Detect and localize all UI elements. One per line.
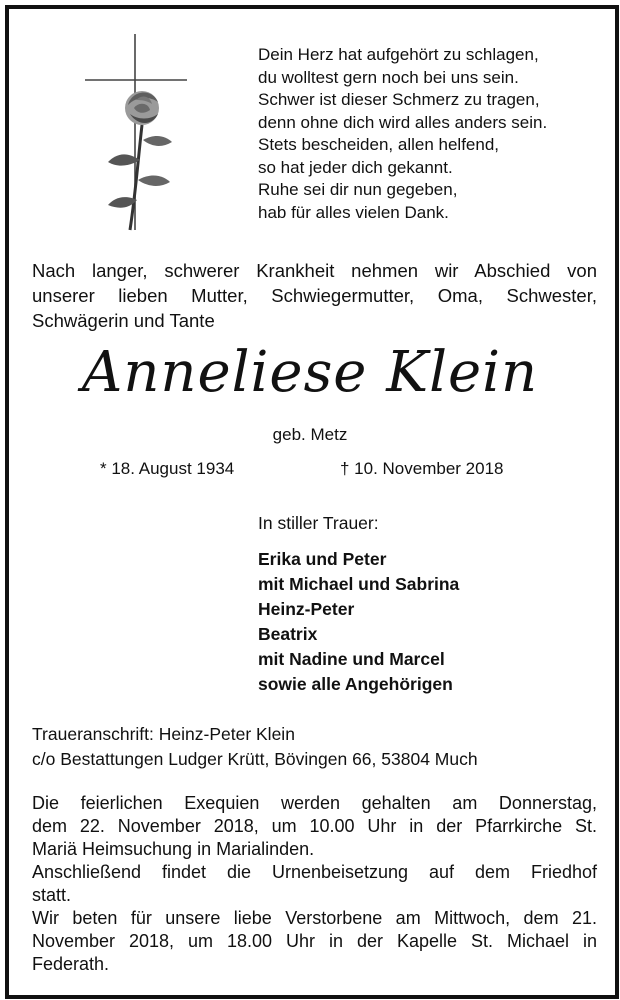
announcement-text <box>32 258 597 333</box>
service-details <box>32 792 597 976</box>
poem-line: Ruhe sei dir nun gegeben, <box>258 180 458 199</box>
mourner-line: mit Nadine und Marcel <box>258 649 445 669</box>
service-line: November 2018, um 18.00 Uhr in der Kapelle St. Michael in <box>32 931 597 951</box>
poem-line: hab für alles vielen Dank. <box>258 202 449 222</box>
mourner-line: Beatrix <box>258 624 318 644</box>
poem-line: denn ohne dich wird alles anders sein. <box>258 112 548 132</box>
mourner-line: Erika und Peter <box>258 549 387 569</box>
birth-date: * 18. August 1934 <box>100 459 235 478</box>
mourner-line: mit Michael und Sabrina <box>258 574 460 594</box>
service-line: Wir beten für unsere liebe Verstorbene am Mittwoch, dem 21. <box>32 908 597 928</box>
service-line: Federath. <box>32 954 110 974</box>
mourner-line: sowie alle Angehörigen <box>258 674 453 694</box>
mourner-line: Heinz-Peter <box>258 599 355 619</box>
deceased-name: Anneliese Klein <box>81 340 539 405</box>
poem-line: Dein Herz hat aufgehört zu schlagen, <box>258 45 539 64</box>
mourners-heading: In stiller Trauer: <box>258 513 379 533</box>
mourners-list <box>258 547 459 697</box>
service-line: Anschließend findet die Urnenbeisetzung auf dem Friedhof <box>32 862 597 882</box>
service-line: dem 22. November 2018, um 10.00 Uhr in der Pfarrkirche St. <box>32 816 597 836</box>
service-line: statt. <box>32 885 72 905</box>
announcement-line: unserer lieben Mutter, Schwiegermutter, Oma, Schwester, <box>32 285 597 306</box>
poem-line: Stets bescheiden, allen helfend, <box>258 135 500 154</box>
cross-rose-icon <box>80 30 190 235</box>
poem-verse <box>258 44 547 224</box>
maiden-name: geb. Metz <box>272 425 348 444</box>
address-line: Traueranschrift: Heinz-Peter Klein <box>32 724 295 744</box>
poem-line: so hat jeder dich gekannt. <box>258 157 453 177</box>
address-line: c/o Bestattungen Ludger Krütt, Bövingen 66, 53804 Much <box>32 749 478 769</box>
death-date: † 10. November 2018 <box>340 459 504 478</box>
announcement-line: Schwägerin und Tante <box>32 310 215 331</box>
service-line: Mariä Heimsuchung in Marialinden. <box>32 839 315 859</box>
poem-line: Schwer ist dieser Schmerz zu tragen, <box>258 90 540 109</box>
mourning-address <box>32 722 478 772</box>
service-line: Die feierlichen Exequien werden gehalten am Donnerstag, <box>32 793 597 813</box>
poem-line: du wolltest gern noch bei uns sein. <box>258 67 519 87</box>
announcement-line: Nach langer, schwerer Krankheit nehmen wir Abschied von <box>32 260 597 281</box>
